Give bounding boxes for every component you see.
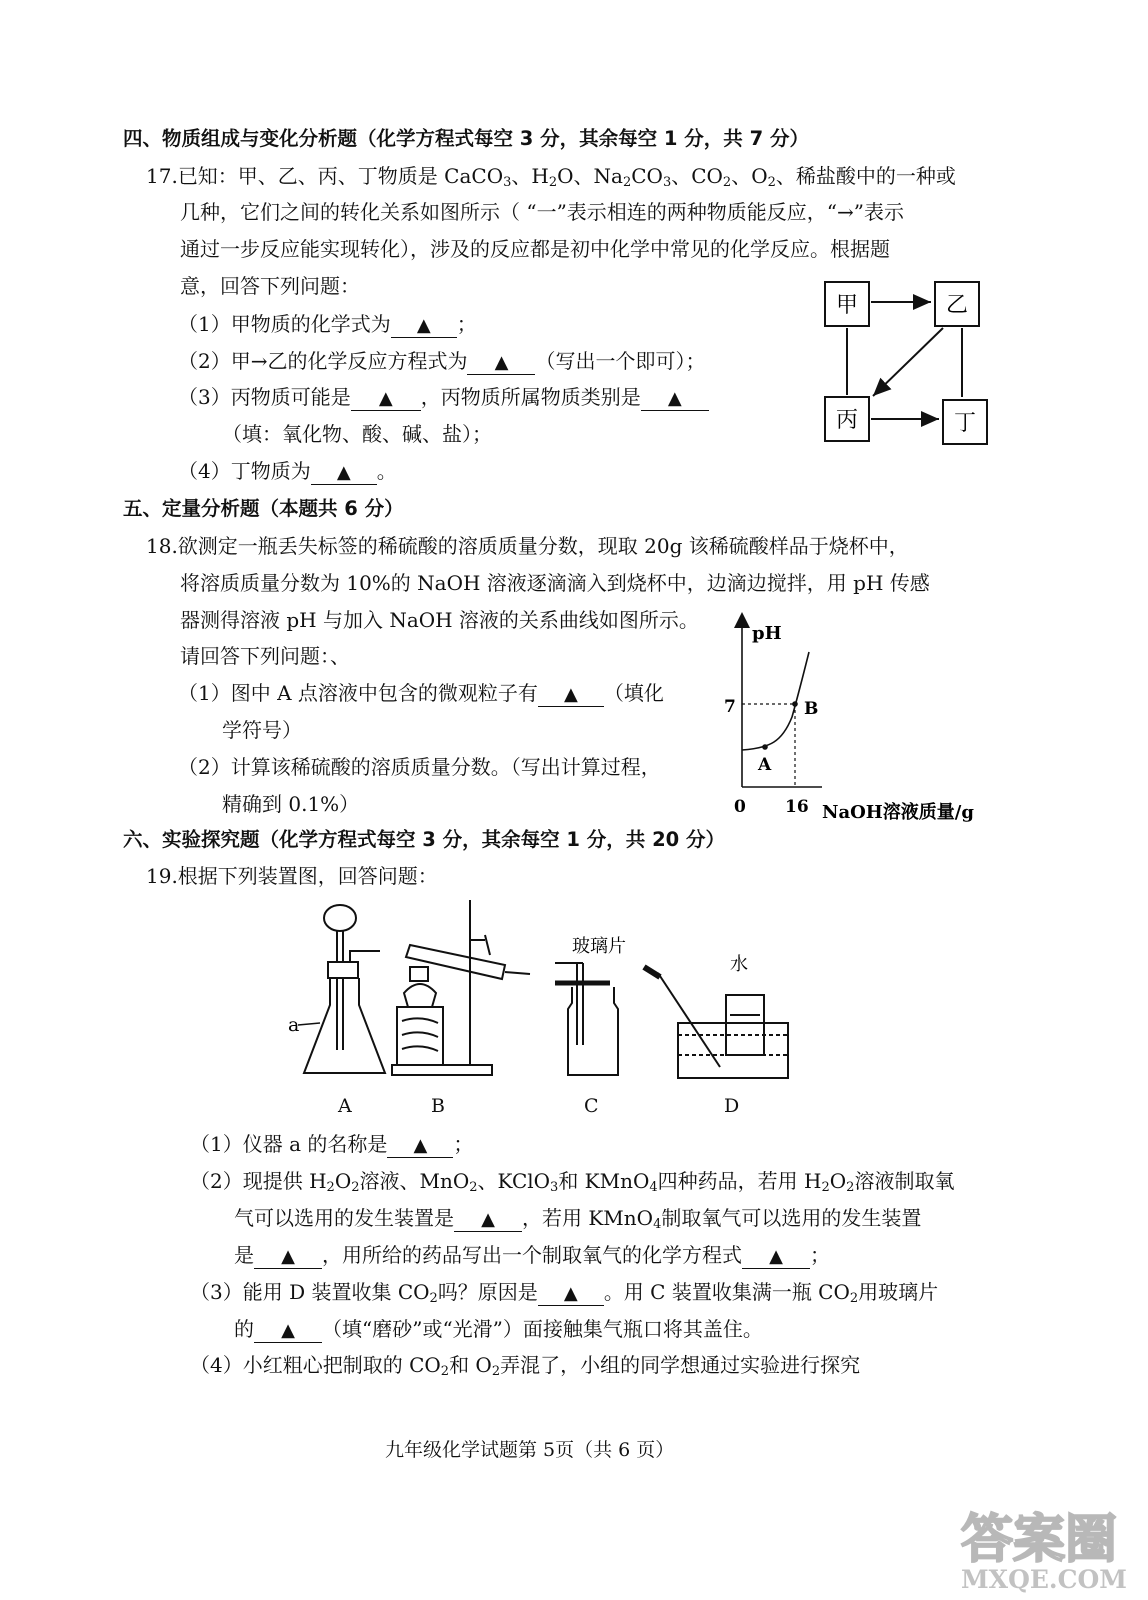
point-a-label: A	[758, 755, 772, 775]
x-tick-16: 16	[785, 797, 809, 817]
q17-part-1: （1）甲物质的化学式为 ▲ ；	[178, 312, 477, 336]
q18-line-4: 请回答下列问题：、	[180, 644, 350, 668]
label-water: 水	[730, 954, 748, 975]
label-ding: 丁	[953, 411, 977, 436]
x-axis-label: NaOH溶液质量/g	[822, 802, 974, 823]
q18-line-2: 将溶质质量分数为 10%的 NaOH 溶液逐滴滴入到烧杯中，边滴边搅拌，用 pH 传感	[180, 571, 930, 595]
q17-line-2: 几种，它们之间的转化关系如图所示（ “一”表示相连的两种物质能反应，“→”表示	[180, 200, 905, 224]
q18-line-3: 器测得溶液 pH 与加入 NaOH 溶液的关系曲线如图所示。	[180, 608, 699, 632]
q19-part-3-line-2: 的 ▲ （填“磨砂”或“光滑”）面接触集气瓶口将其盖住。	[234, 1317, 763, 1341]
q19-part-1: （1）仪器 a 的名称是 ▲ ；	[190, 1132, 474, 1156]
label-jia: 甲	[835, 293, 859, 318]
answer-blank[interactable]: ▲	[391, 313, 457, 338]
answer-blank[interactable]: ▲	[254, 1318, 322, 1343]
answer-blank[interactable]: ▲	[254, 1244, 322, 1269]
ph-curve	[742, 652, 809, 750]
q17-line-3: 通过一步反应能实现转化），涉及的反应都是初中化学中常见的化学反应。根据题	[180, 237, 890, 261]
q17-part-2: （2）甲→乙的化学反应方程式为 ▲ （写出一个即可）；	[178, 349, 706, 373]
y-tick-7: 7	[724, 697, 736, 717]
q17-part-3: （3）丙物质可能是 ▲ ，丙物质所属物质类别是 ▲	[178, 384, 709, 411]
y-axis-label: pH	[752, 623, 782, 644]
answer-blank[interactable]: ▲	[351, 386, 421, 411]
arrow-yi-bing	[873, 328, 943, 396]
answer-blank[interactable]: ▲	[454, 1207, 522, 1232]
apparatus-c	[555, 963, 618, 1075]
q17-line-1: 17.已知：甲、乙、丙、丁物质是 CaCO$_3$、$H_2O$、$Na_2CO_3$、$CO_2$、$O_2$、稀盐酸中的一种或	[146, 164, 956, 190]
answer-blank[interactable]: ▲	[641, 386, 709, 411]
q19-part-2: （2）现提供 $H_2O_2$溶液、MnO$_2$、KClO$_3$和 KMnO$_4$四种药品，若用 $H_2O_2$溶液制取氧	[190, 1169, 955, 1195]
q17-part-3-line-2: （填：氧化物、酸、碱、盐）；	[222, 422, 492, 446]
answer-blank[interactable]: ▲	[538, 1281, 604, 1306]
apparatus-b	[392, 900, 530, 1075]
ph-chart	[722, 612, 1007, 827]
q19-part-2-line-2: 气可以选用的发生装置是 ▲ ，若用 KMnO$_4$制取氧气可以选用的发生装置	[234, 1206, 922, 1232]
apparatus-label-a: A	[338, 1095, 352, 1117]
apparatus-a	[298, 905, 385, 1073]
label-bing: 丙	[835, 408, 859, 433]
q19-part-2-line-3: 是 ▲ ，用所给的药品写出一个制取氧气的化学方程式 ▲ ；	[234, 1243, 830, 1267]
apparatus-figure	[280, 895, 820, 1085]
answer-blank[interactable]: ▲	[742, 1244, 810, 1269]
q19-part-3: （3）能用 D 装置收集 $CO_2$吗？原因是 ▲ 。用 C 装置收集满一瓶 $CO_2$用玻璃片	[190, 1280, 939, 1306]
section-5-heading: 五、定量分析题（本题共 6 分）	[123, 497, 404, 520]
watermark-logo	[955, 1495, 1135, 1595]
page-footer: 九年级化学试题第 5页（共 6 页）	[385, 1439, 675, 1461]
label-instrument-a: a	[288, 1014, 300, 1036]
q18-part-2: （2）计算该稀硫酸的溶质质量分数。（写出计算过程，	[178, 755, 661, 779]
apparatus-label-c: C	[584, 1095, 599, 1117]
q18-part-1: （1）图中 A 点溶液中包含的微观粒子有 ▲ （填化	[178, 681, 664, 705]
q19-part-4: （4）小红粗心把制取的 $CO_2$和 $O_2$弄混了，小组的同学想通过实验进行探究	[190, 1353, 861, 1379]
q18-line-1: 18.欲测定一瓶丢失标签的稀硫酸的溶质质量分数，现取 20g 该稀硫酸样品于烧杯中，	[146, 534, 909, 558]
q17-part-4: （4）丁物质为 ▲ 。	[178, 459, 397, 483]
answer-blank[interactable]: ▲	[387, 1133, 453, 1158]
x-tick-0: 0	[734, 797, 746, 817]
q17-line-4: 意，回答下列问题：	[180, 274, 360, 298]
answer-blank[interactable]: ▲	[467, 350, 535, 375]
point-b-label: B	[804, 699, 819, 719]
svg-text:答案圈: 答案圈	[961, 1509, 1118, 1570]
label-glass-plate: 玻璃片	[572, 936, 626, 957]
svg-text:MXQE.COM: MXQE.COM	[961, 1565, 1127, 1594]
answer-blank[interactable]: ▲	[538, 682, 604, 707]
point-a	[762, 744, 768, 750]
relation-diagram	[815, 275, 1000, 450]
section-4-heading: 四、物质组成与变化分析题（化学方程式每空 3 分，其余每空 1 分，共 7 分）	[123, 127, 809, 150]
q18-part-2-line-2: 精确到 0.1%）	[222, 792, 360, 816]
apparatus-label-d: D	[724, 1095, 740, 1117]
label-yi: 乙	[945, 293, 969, 318]
apparatus-d	[644, 967, 788, 1078]
apparatus-label-b: B	[431, 1095, 445, 1117]
q18-part-1-line-2: 学符号）	[222, 718, 302, 742]
q19-intro: 19.根据下列装置图，回答问题：	[146, 864, 438, 888]
point-b	[792, 701, 798, 707]
section-6-heading: 六、实验探究题（化学方程式每空 3 分，其余每空 1 分，共 20 分）	[123, 828, 726, 851]
answer-blank[interactable]: ▲	[311, 460, 377, 485]
